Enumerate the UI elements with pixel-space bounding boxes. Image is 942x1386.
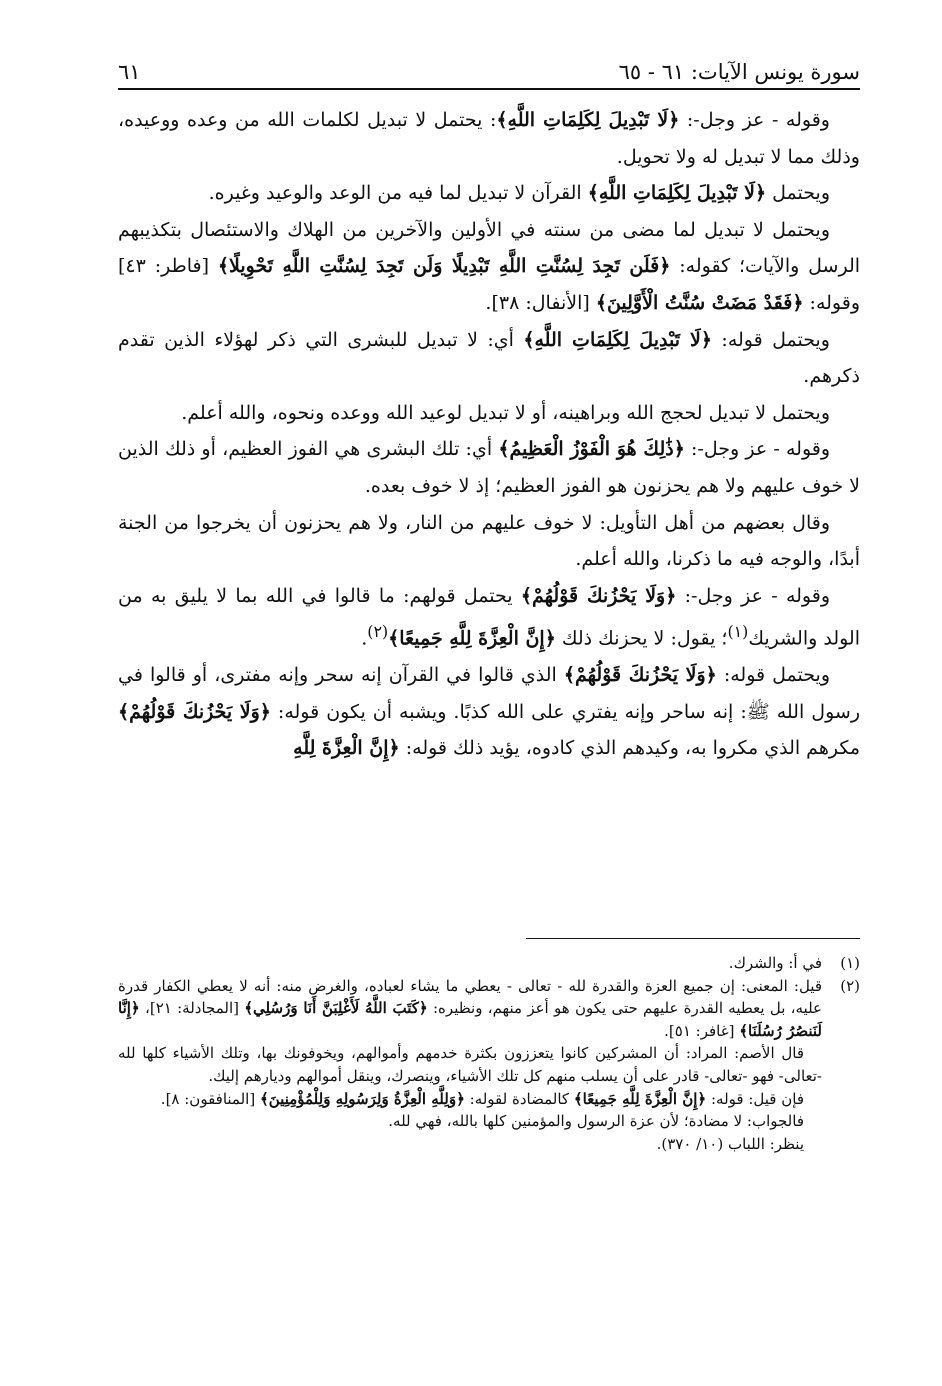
footnote-number: (١) [840,954,860,972]
text-run: ويحتمل قوله: [711,328,830,351]
text-run: أي: لا تبديل للبشرى التي ذكر لهؤلاء الذين تقدم ذكرهم. [118,328,860,388]
text-run: ويحتمل لا تبديل لما مضى من سنته في الأولين والآخرين من الهلاك والاستئصال بتكذيبهم الرسل والآيات؛ كقوله: [118,218,861,278]
quran-verse: ﴿إِنَّ الْعِزَّةَ لِلَّهِ جَمِيعًا﴾ [388,627,556,650]
text-run: كالمضادة لقوله: [464,1089,574,1108]
paragraph-9 [118,657,860,767]
quran-verse: ﴿لَا تَبْدِيلَ لِكَلِمَاتِ اللَّهِ﴾ [587,182,767,205]
footnote-para-5: ينظر: اللباب (١٠/ ٣٧٠). [656,1134,804,1153]
text-run: . [361,627,368,650]
page-header [118,52,860,90]
paragraph-8 [118,578,860,658]
page-number: ٦١ [118,60,141,84]
text-run: : يحتمل لا تبديل لكلمات الله من وعده ووعيده، وذلك مما لا تبديل له ولا تحويل. [118,109,860,168]
quran-verse: ﴿إِنَّ الْعِزَّةَ لِلَّهِ جَمِيعًا﴾ [573,1089,707,1108]
quran-verse: ﴿فَلَن تَجِدَ لِسُنَّتِ اللَّهِ تَبْدِيلًا وَلَن تَجِدَ لِسُنَّتِ اللَّهِ تَحْوِيلًا﴾ [217,255,671,278]
text-run: ويحتمل لا تبديل لحجج الله وبراهينه، أو لا تبديل لوعيد الله ووعده ونحوه، والله أعلم. [181,401,830,424]
text-run: [غافر: ٥١]. [664,1021,740,1040]
footnote-para-2: قال الأصم: المراد: أن المشركين كانوا يتعززون بكثرة خدمهم وأموالهم، ويخوفونك بها، وتلك الأشياء كلها لله -تعالى- فهو -تعالى- قادر على أن يسلب منهم كل تلك الأشياء، وينصرك، وينقل أموالهم وديارهم إليك. [118,1044,822,1085]
paragraph-1 [118,102,860,175]
footnotes [118,952,860,1155]
text-run: القرآن لا تبديل لما فيه من الوعد والوعيد وغيره. [208,182,588,205]
footnote-para-1 [118,975,822,1043]
text-run: يحتمل قولهم: ما قالوا في الله بما لا يليق به من الولد والشريك [118,584,860,650]
quran-verse: ﴿إِنَّ الْعِزَّةَ لِلَّهِ [293,737,400,760]
quran-verse: ﴿وَلَا يَحْزُنكَ قَوْلُهُمْ﴾ [520,584,677,607]
quran-verse: ﴿ذَٰلِكَ هُوَ الْفَوْزُ الْعَظِيمُ﴾ [498,438,685,461]
quran-verse: ﴿فَقَدْ مَضَتْ سُنَّتُ الْأَوَّلِينَ﴾ [595,291,804,314]
footnote-ref-2[interactable]: (٢) [367,622,389,642]
footnote-text [118,952,822,975]
paragraph-2 [118,175,860,212]
footnote-number: (٢) [840,976,860,995]
text-run: وقوله - عز وجل-: [679,109,830,131]
text-run: [المجادلة: ٢١]، [139,999,245,1018]
paragraph-3 [118,212,860,322]
text-run: مكرهم الذي مكروا به، وكيدهم الذي كادوه، يؤيد ذلك قوله: [399,737,860,760]
text-run: ؛ يقول: لا يحزنك ذلك [555,627,728,650]
paragraph-6 [118,431,860,504]
footnote-line: في أ: والشرك. [728,954,822,972]
footnote-separator [526,938,860,939]
text-run: [الأنفال: ٣٨]. [485,291,596,314]
quran-verse: ﴿إِنَّا لَنَنصُرُ رُسُلَنَا﴾ [118,999,822,1040]
text-run: قيل: المعنى: إن جميع العزة والقدرة لله - تعالى - يعطي ما يشاء لعباده، والغرض منه: أنه لا يعطي الكفار قدرة عليه، بل يعطيه القدرة عليهم حتى يكون هو أعز منهم، ونظيره: [118,976,822,1018]
quran-verse: ﴿لَا تَبْدِيلَ لِكَلِمَاتِ اللَّهِ﴾ [523,328,712,351]
quran-verse: ﴿وَلِلَّهِ الْعِزَّةُ وَلِرَسُولِهِ وَلِلْمُؤْمِنِينَ﴾ [259,1089,465,1108]
text-run: وقال بعضهم من أهل التأويل: لا خوف عليهم من النار، ولا هم يحزنون أن يخرجوا من الجنة أبدًا، والوجه فيه ما ذكرنا، والله أعلم. [118,511,860,571]
paragraph-4 [118,322,860,395]
text-run: وقوله - عز وجل-: [684,438,831,461]
text-run: [المنافقون: ٨]. [160,1089,260,1108]
footnote-para-4: فالجواب: لا مضادة؛ لأن عزة الرسول والمؤمنين كلها بالله، فهي لله. [388,1112,804,1131]
text-run: فإن قيل: قوله: [706,1089,804,1108]
main-text [118,102,860,767]
text-run: وقوله - عز وجل-: [676,584,830,607]
footnote-text [118,975,822,1156]
text-run: ويحتمل قوله: [716,664,830,687]
footnote-ref-1[interactable]: (١) [727,622,749,642]
footnote-2 [118,975,860,1156]
quran-verse: ﴿وَلَا يَحْزُنكَ قَوْلُهُمْ﴾ [118,700,271,723]
text-run: أي: تلك البشرى هي الفوز العظيم، أو ذلك الذين لا خوف عليهم ولا هم يحزنون هو الفوز العظيم؛ إذ لا خوف بعده. [118,438,860,497]
text-run: ويحتمل [766,182,830,205]
paragraph-5 [118,395,860,432]
quran-verse: ﴿لَا تَبْدِيلَ لِكَلِمَاتِ اللَّهِ﴾ [496,109,680,131]
paragraph-7 [118,505,860,578]
footnote-1 [118,952,860,975]
quran-verse: ﴿وَلَا يَحْزُنكَ قَوْلُهُمْ﴾ [563,664,717,687]
quran-verse: ﴿كَتَبَ اللَّهُ لَأَغْلِبَنَّ أَنَا وَرُسُلِي﴾ [244,999,428,1018]
running-title: سورة يونس الآيات: ٦١ - ٦٥ [618,60,860,84]
text-run: الذي قالوا في القرآن إنه سحر وإنه مفترى، أو قالوا في رسول الله ﷺ: إنه ساحر وإنه يفتري على الله كذبًا. ويشبه أن يكون قوله: [118,664,860,723]
text-run: [فاطر: ٤٣] وقوله: [118,255,860,314]
footnote-para-3 [118,1088,822,1111]
